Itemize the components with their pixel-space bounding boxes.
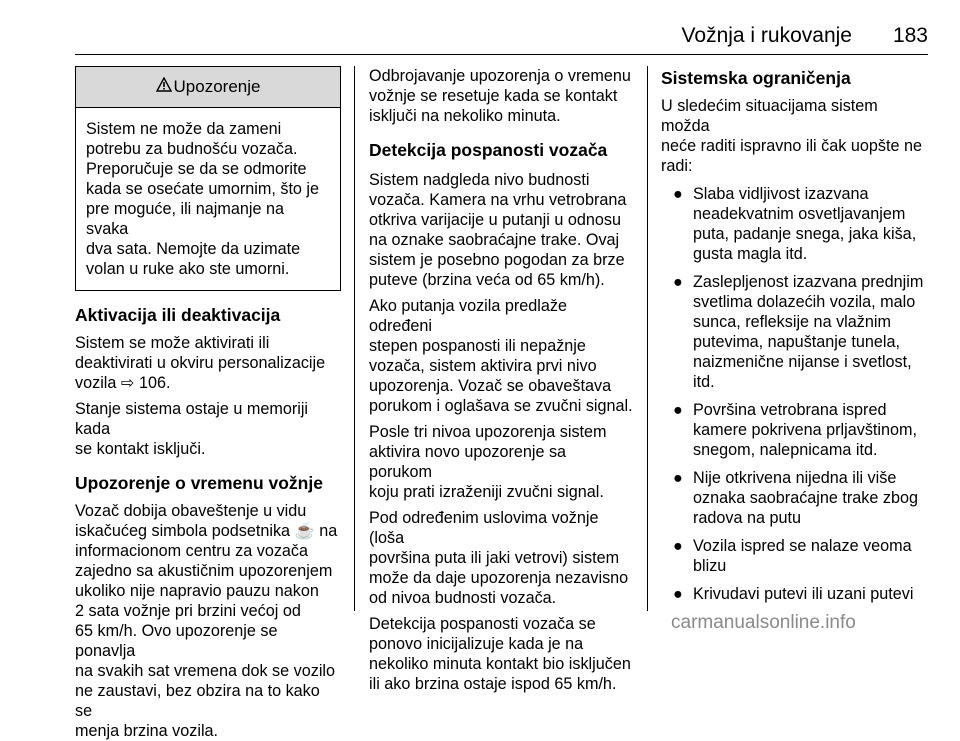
text-line: vozila xyxy=(75,374,117,392)
section-heading: Detekcija pospanosti vozača xyxy=(369,140,608,160)
text-line: Ako putanja vozila predlaže određeni xyxy=(369,297,567,335)
text-line: Zaslepljenost izazvana prednjim xyxy=(693,273,924,291)
bullet-icon: ● xyxy=(673,185,683,203)
page-reference-arrow-icon: ⇨ xyxy=(120,374,135,392)
bullet-icon: ● xyxy=(673,401,683,419)
text-line: Odbrojavanje upozorenja o vremenu xyxy=(369,67,631,85)
text-line: Pod određenim uslovima vožnje (loša xyxy=(369,509,599,547)
column-middle xyxy=(369,66,633,694)
text-line: od nivoa budnosti vozača. xyxy=(369,589,557,607)
bullet-icon: ● xyxy=(673,537,683,555)
paragraph xyxy=(369,614,633,694)
text-line: Vozač dobija obaveštenje u vidu xyxy=(75,502,307,520)
paragraph xyxy=(369,170,633,290)
page-reference: 106. xyxy=(134,374,171,392)
text-line: blizu xyxy=(693,557,727,575)
text-line: nekoliko minuta kontakt bio isključen xyxy=(369,655,631,673)
text-line: gusta magla itd. xyxy=(693,245,808,263)
text-line: iskačućeg simbola podsetnika xyxy=(75,522,291,540)
text-line: ponovo inicijalizuje kada je na xyxy=(369,635,584,653)
text-line: dva sata. Nemojte da uzimate xyxy=(86,240,301,258)
text-line: Slaba vidljivost izazvana xyxy=(693,185,869,203)
list-item xyxy=(661,184,929,264)
warning-header xyxy=(76,67,340,108)
text-line: Površina vetrobrana ispred xyxy=(693,401,887,419)
coffee-cup-icon: ☕ xyxy=(294,522,315,540)
paragraph xyxy=(75,333,341,393)
paragraph xyxy=(369,66,633,126)
text-line: površina puta ili jaki vetrovi) sistem xyxy=(369,549,620,567)
text-line: vozača. Kamera na vrhu vetrobrana xyxy=(369,191,627,209)
text-line: informacionom centru za vozača xyxy=(75,542,309,560)
text-line: kada se osećate umornim, što je xyxy=(86,180,320,198)
text-line: Posle tri nivoa upozorenja sistem xyxy=(369,423,607,441)
list-item xyxy=(661,536,929,576)
text-line: U sledećim situacijama sistem možda xyxy=(661,97,878,135)
section-heading: Upozorenje o vremenu vožnje xyxy=(75,473,323,493)
text-line: Stanje sistema ostaje u memoriji kada xyxy=(75,400,309,438)
warning-box xyxy=(75,66,341,291)
page-number: 183 xyxy=(892,24,928,47)
column-divider xyxy=(354,66,355,611)
text-line: se kontakt isključi. xyxy=(75,440,206,458)
text-line: Sistem ne može da zameni xyxy=(86,120,282,138)
text-line: 65 km/h. Ovo upozorenje se ponavlja xyxy=(75,622,278,660)
paragraph xyxy=(75,399,341,459)
text-line: snegom, nalepnicama itd. xyxy=(693,441,878,459)
text-line: sistem je posebno pogodan za brze xyxy=(369,251,625,269)
paragraph xyxy=(369,422,633,502)
text-line: vožnje se resetuje kada se kontakt xyxy=(369,87,618,105)
section-heading: Sistemska ograničenja xyxy=(661,68,851,88)
text-line: volan u ruke ako ste umorni. xyxy=(86,260,290,278)
text-line: puta, padanje snega, jaka kiša, xyxy=(693,225,917,243)
warning-title: Upozorenje xyxy=(173,77,261,96)
list-item xyxy=(661,584,929,604)
text-line: deaktivirati u okviru personalizacije xyxy=(75,354,326,372)
paragraph xyxy=(661,96,929,176)
text-line: kamere pokrivena prljavštinom, xyxy=(693,421,918,439)
warning-body xyxy=(76,108,340,290)
header-divider xyxy=(75,54,928,55)
text-line: otkriva varijacije u putanji u odnosu xyxy=(369,211,621,229)
text-line: itd. xyxy=(693,373,715,391)
page-header xyxy=(75,24,928,54)
text-line: neadekvatnim osvetljavanjem xyxy=(693,205,906,223)
text-line: radova na putu xyxy=(693,509,802,527)
text-line: Sistem se može aktivirati ili xyxy=(75,334,270,352)
text-line: koju prati izraženiji zvučni signal. xyxy=(369,483,604,501)
text-line: naizmenične nijanse i svetlost, xyxy=(693,353,912,371)
warning-triangle-icon xyxy=(156,77,172,98)
text-line: upozorenja. Vozač se obaveštava xyxy=(369,377,612,395)
text-line: svetlima dolazećih vozila, malo xyxy=(693,293,916,311)
text-line: na svakih sat vremena dok se vozilo xyxy=(75,662,336,680)
text-line: može da daje upozorenja nezavisno xyxy=(369,569,629,587)
chapter-title: Vožnja i rukovanje xyxy=(681,24,852,47)
text-line: Detekcija pospanosti vozača se xyxy=(369,615,596,633)
text-line: sunca, refleksije na vlažnim xyxy=(693,313,891,331)
watermark: carmanualsonline.info xyxy=(671,612,856,633)
text-line: ukoliko nije napravio pauzu nakon xyxy=(75,582,319,600)
text-line: na xyxy=(319,522,338,540)
text-line: potrebu za budnošću vozača. xyxy=(86,140,298,158)
text-line: zajedno sa akustičnim upozorenjem xyxy=(75,562,333,580)
text-line: Sistem nadgleda nivo budnosti xyxy=(369,171,590,189)
text-line: na oznake saobraćajne trake. Ovaj xyxy=(369,231,620,249)
column-left xyxy=(75,66,341,741)
text-line: Nije otkrivena nijedna ili više xyxy=(693,469,897,487)
bullet-icon: ● xyxy=(673,469,683,487)
text-line: Vozila ispred se nalaze veoma xyxy=(693,537,912,555)
text-line: menja brzina vozila. xyxy=(75,722,219,740)
text-line: oznaka saobraćajne trake zbog xyxy=(693,489,918,507)
text-line: isključi na nekoliko minuta. xyxy=(369,107,561,125)
bullet-icon: ● xyxy=(673,273,683,291)
list-item xyxy=(661,468,929,528)
bullet-icon: ● xyxy=(673,585,683,603)
text-line: pre moguće, ili najmanje na svaka xyxy=(86,200,284,238)
text-line: neće raditi ispravno ili čak uopšte ne xyxy=(661,137,922,155)
text-line: radi: xyxy=(661,157,693,175)
text-line: porukom i oglašava se zvučni signal. xyxy=(369,397,633,415)
text-line: Krivudavi putevi ili uzani putevi xyxy=(693,585,914,603)
text-line: stepen pospanosti ili nepažnje xyxy=(369,337,586,355)
text-line: Preporučuje se da se odmorite xyxy=(86,160,307,178)
list-item xyxy=(661,400,929,460)
paragraph xyxy=(75,501,341,741)
text-line: vozača, sistem aktivira prvi nivo xyxy=(369,357,597,375)
list-item xyxy=(661,272,929,392)
text-line: putevima, napuštanje tunela, xyxy=(693,333,900,351)
text-line: puteve (brzina veća od 65 km/h). xyxy=(369,271,605,289)
limitations-list xyxy=(661,184,929,604)
text-line: aktivira novo upozorenje sa porukom xyxy=(369,443,567,481)
text-line: ne zaustavi, bez obzira na to kako se xyxy=(75,682,320,720)
column-divider xyxy=(647,66,648,611)
text-line: ili ako brzina ostaje ispod 65 km/h. xyxy=(369,675,617,693)
paragraph xyxy=(369,296,633,416)
paragraph xyxy=(369,508,633,608)
column-right xyxy=(661,66,929,612)
section-heading: Aktivacija ili deaktivacija xyxy=(75,305,281,325)
text-line: 2 sata vožnje pri brzini većoj od xyxy=(75,602,301,620)
